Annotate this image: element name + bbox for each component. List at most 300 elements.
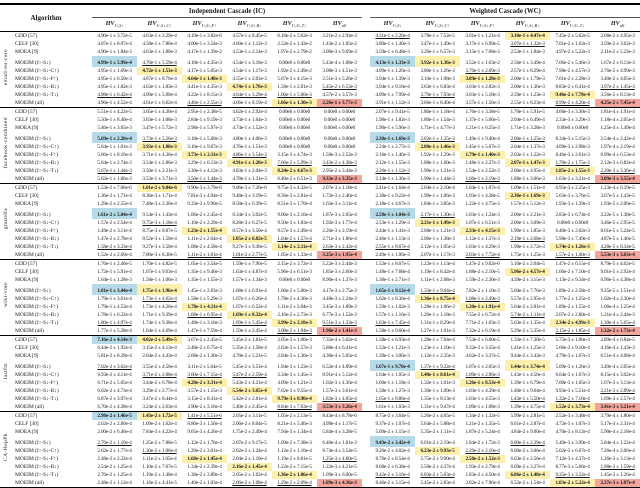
value-cell: 6.70e-2 ± 4.38e-4 [97,404,132,410]
value-cell: 1.47e-2 ± 2.78e-4 [97,236,132,242]
value-cell: 4.78e-2 ± 5.21e-5 [232,353,267,359]
value-cell: 7.81e-3 ± 4.94e-4 [187,193,222,199]
value-cell: 6.96e-5 ± 4.38e-4 [600,277,635,283]
algorithm-label: MOEIM (I↑-S↓-T↓) [15,92,59,98]
value-cell: 2.15e-2 ± 1.85e-4 [555,328,590,334]
value-cell: 6.40e-3 ± 2.02e-3 [555,228,590,234]
value-cell: 6.60e-2 ± 3.06e-4 [510,448,545,454]
value-cell: 1.75e-2 ± 2.49e-4 [232,429,267,435]
value-cell: 0.00e0 ± 0.00e0 [323,144,356,150]
value-cell: 1.54e-1 ± 2.52e-3 [465,168,500,174]
value-cell: 3.56e-2 ± 8.13e-4 [600,92,635,98]
value-cell: 1.76e-1 ± 3.38e-5 [460,108,505,117]
value-cell: 1.32e-2 ± 1.73e-4 [595,327,640,336]
value-cell: 3.93e-1 ± 1.88e-3 [137,143,182,151]
table-row [0,455,640,463]
value-cell: 3.16e-1 ± 9.67e-3 [187,144,222,150]
column-header-hv-wc-3: $HV_{I↑,S↓,B↓}$ [505,18,550,32]
value-cell: 8.36e-3 ± 1.71e-4 [142,193,177,199]
value-cell: 1.92e-3 ± 1.77e-4 [322,220,357,226]
value-cell: 1.44e-1 ± 3.74e-4 [505,360,550,371]
table-row [0,352,640,360]
value-cell: 3.45e-3 ± 1.89e-3 [322,304,357,310]
value-cell: 7.86e-3 ± 8.30e-5 [142,252,177,258]
value-cell: 2.21e-1 ± 1.49e-3 [415,219,460,227]
value-cell: 1.57e-2 ± 2.54e-4 [97,220,132,226]
group-gap [362,471,370,479]
value-cell: 1.66e-2 ± 5.00e-3 [277,288,312,294]
value-cell: 4.46e-1 ± 2.55e-3 [187,100,222,106]
value-cell: 8.61e-5 ± 5.24e-5 [600,228,635,234]
group-gap [362,67,370,75]
value-cell: 1.89e-3 ± 4.36e-3 [317,479,362,488]
value-cell: 1.34e-2 ± 1.32e-5 [460,412,505,421]
value-cell: 1.93e-3 ± 1.39e-3 [555,201,590,207]
value-cell: 1.90e-1 ± 5.96e-3 [375,125,410,131]
value-cell: 2.02e-2 ± 1.24e-4 [232,448,267,454]
algorithm-label: MOEIM (I↑-S↓) [15,364,51,370]
value-cell: 1.60e-1 ± 1.18e-3 [375,380,410,386]
value-cell: 1.88e-1 ± 1.60e-3 [420,160,455,166]
table-row [0,184,640,193]
value-cell: 1.18e-4 ± 2.05e-4 [600,117,635,123]
value-cell: 9.26e-2 ± 4.02e-4 [375,448,410,454]
value-cell: 7.62e-3 ± 9.55e-4 [277,388,312,394]
value-cell: 2.20e-3 ± 3.36e-4 [600,168,635,174]
value-cell: 4.28e-2 ± 3.31e-4 [182,379,227,387]
value-cell: 4.97e-2 ± 5.22e-3 [555,49,590,55]
algorithm-label: MOEA [9] [15,49,39,55]
value-cell: 1.03e-2 ± 5.22e-4 [550,479,595,488]
value-cell: 0.00e0 ± 0.00e0 [557,125,589,131]
value-cell: 5.99e-2 ± 2.81e-5 [505,412,550,421]
value-cell: 1.68e-1 ± 6.91e-4 [232,288,267,294]
value-cell: 2.59e-1 ± 1.23e-3 [510,92,545,98]
value-cell: 7.32e-2 ± 6.19e-4 [465,328,500,334]
value-cell: 3.71e-2 ± 2.08e-4 [142,372,177,378]
value-cell: 3.53e-1 ± 3.71e-3 [142,176,177,182]
value-cell: 6.64e-3 ± 1.67e-3 [555,372,590,378]
value-cell: 4.62e-1 ± 2.92e-4 [227,108,272,117]
algorithm-label: MOEIM (I↑-S↓-T↓) [15,168,59,174]
value-cell: 9.06e-3 ± 7.26e-6 [227,184,272,193]
value-cell: 4.73e-1 ± 1.64e-3 [232,117,267,123]
group-gap [362,235,370,243]
value-cell: 4.66e-3 ± 3.30e-3 [550,108,595,117]
value-cell: 7.45e-2 ± 5.62e-5 [550,32,595,41]
value-cell: 1.09e-1 ± 1.08e-3 [465,404,500,410]
value-cell: 3.73e-1 ± 2.11e-3 [182,151,227,159]
group-gap [362,167,370,175]
value-cell: 5.35e-2 ± 1.58e-4 [232,345,267,351]
value-cell: 3.59e-2 ± 3.62e-3 [600,41,635,47]
value-cell: 1.41e-1 ± 1.25e-3 [510,345,545,351]
value-cell: 8.83e-2 ± 6.41e-4 [555,84,590,90]
value-cell: 9.27e-3 ± 3.50e-4 [142,244,177,250]
value-cell: 9.57e-3 ± 2.49e-4 [277,228,312,234]
group-gap [362,379,370,387]
value-cell: 4.00e-1 ± 3.54e-3 [187,41,222,47]
algorithm-label: MOEA [9] [15,353,39,359]
value-cell: 4.69e-1 ± 5.90e-4 [142,92,177,98]
value-cell: 8.76e-2 ± 8.54e-4 [375,456,410,462]
value-cell: 2.26e-1 ± 1.12e-3 [375,168,410,174]
value-cell: 3.05e-3 ± 1.06e-3 [272,336,317,345]
table-row [0,260,640,269]
value-cell: 1.09e-1 ± 1.51e-4 [505,184,550,193]
value-cell: 2.58e-2 ± 1.52e-3 [460,455,505,463]
value-cell: 2.64e-2 ± 4.43e-4 [142,353,177,359]
value-cell: 3.41e-3 ± 3.21e-4 [595,403,640,412]
value-cell: 3.94e-1 ± 9.16e-4 [375,84,410,90]
algorithm-label: MOEIM (I↑-S↓-B↓) [15,388,59,394]
value-cell: 4.02e-2 ± 5.49e-5 [137,336,182,345]
value-cell: 9.46e-2 ± 7.78e-4 [550,91,595,99]
value-cell: 0.00e0 ± 0.00e0 [278,60,311,66]
value-cell: 3.47e-1 ± 5.72e-3 [142,125,177,131]
group-header-wc: Weighted Cascade (WC) [370,4,640,18]
value-cell: 3.29e-2 ± 2.77e-4 [142,388,177,394]
column-header-hv-ic-3: $HV_{I↑,S↓,B↓}$ [227,18,272,32]
value-cell: 2.33e-3 ± 3.29e-3 [555,117,590,123]
group-gap [362,251,370,260]
algorithm-label: MOEIM (I↑-S↓-F↑) [15,456,58,462]
value-cell: 9.32e-2 ± 3.35e-4 [465,345,500,351]
value-cell: 1.57e-1 ± 5.12e-3 [510,201,545,207]
group-gap [362,91,370,99]
group-gap [362,303,370,311]
value-cell: 6.87e-2 ± 3.97e-4 [97,396,132,402]
value-cell: 6.71e-2 ± 5.05e-4 [97,380,132,386]
table-row [0,276,640,284]
value-cell: 1.52e-1 ± 1.21e-3 [375,345,410,351]
value-cell: 7.84e-3 ± 4.22e-4 [142,429,177,435]
value-cell: 3.25e-3 ± 1.95e-4 [317,251,362,260]
value-cell: 6.86e-2 ± 1.48e-4 [505,471,550,479]
dataset-label: wiki-vote [0,260,12,336]
value-cell: 3.08e-2 ± 1.94e-3 [277,328,312,334]
value-cell: 1.47e-2 ± 6.15e-4 [550,260,595,269]
value-cell: 3.15e-1 ± 7.68e-3 [465,49,500,55]
value-cell: 3.60e-2 ± 7.15e-4 [187,372,222,378]
algorithm-label: CELF [30] [15,193,39,199]
value-cell: 4.99e-1 ± 5.99e-4 [92,56,137,67]
value-cell: 2.98e-1 ± 5.97e-3 [187,125,222,131]
value-cell: 1.26e-3 ± 3.13e-4 [600,456,635,462]
value-cell: 1.49e-1 ± 9.40e-4 [465,136,500,142]
value-cell: 1.64e-1 ± 1.05e-3 [375,372,410,378]
group-gap [362,420,370,428]
value-cell: 4.78e-1 ± 1.31e-3 [232,176,267,182]
value-cell: 1.28e-1 ± 1.06e-3 [420,304,455,310]
value-cell: 6.63e-2 ± 2.56e-4 [510,456,545,462]
algorithm-label: MOEIM (all) [15,176,44,182]
value-cell: 4.87e-5 ± 1.46e-5 [600,236,635,242]
value-cell: 6.52e-4 ± 4.89e-4 [322,364,357,370]
value-cell: 1.45e-1 ± 2.03e-3 [187,288,222,294]
value-cell: 2.55e-1 ± 8.23e-4 [510,100,545,106]
value-cell: 1.36e-1 ± 8.75e-4 [415,295,460,303]
value-cell: 6.52e-2 ± 1.54e-4 [510,480,545,486]
value-cell: 5.02e-3 ± 6.67e-4 [555,448,590,454]
algorithm-label: CELF [30] [15,117,39,123]
value-cell: 1.21e-1 ± 6.25e-3 [465,125,500,131]
table-row [0,235,640,243]
group-gap [362,116,370,124]
value-cell: 1.45e-1 ± 5.67e-3 [465,144,500,150]
value-cell: 1.61e-2 ± 5.04e-4 [92,208,137,219]
algorithm-label: MOEA [9] [15,125,39,131]
value-cell: 9.75e-3 ± 1.18e-4 [142,220,177,226]
group-gap [362,436,370,447]
algorithm-label: MOEIM (all) [15,252,44,258]
value-cell: 2.76e-2 ± 1.10e-4 [97,440,132,446]
value-cell: 4.58e-1 ± 7.86e-4 [142,41,177,47]
value-cell: 3.90e-2 ± 3.16e-4 [187,404,222,410]
value-cell: 2.53e-1 ± 1.29e-3 [375,220,410,226]
value-cell: 2.12e-1 ± 1.05e-3 [420,244,455,250]
value-cell: 5.54e-2 ± 3.65e-4 [227,387,272,395]
value-cell: 5.51e-1 ± 4.22e-5 [92,108,137,117]
value-cell: 8.57e-3 ± 3.50e-4 [232,228,267,234]
value-cell: 1.30e-1 ± 1.09e-3 [420,388,455,394]
value-cell: 3.34e-3 ± 1.45e-3 [277,372,312,378]
value-cell: 4.84e-2 ± 9.00e-4 [510,429,545,435]
value-cell: 2.06e-1 ± 2.21e-3 [510,212,545,218]
value-cell: 1.09e-1 ± 2.96e-3 [465,372,500,378]
value-cell: 1.03e-1 ± 4.55e-3 [465,396,500,402]
value-cell: 3.47e-1 ± 1.49e-3 [420,41,455,47]
column-header-hv-ic-2: $HV_{I↑,S↓,F↑}$ [182,18,227,32]
value-cell: 4.09e-3 ± 1.21e-3 [277,380,312,386]
value-cell: 4.62e-2 ± 3.37e-5 [465,353,500,359]
value-cell: 2.06e-1 ± 4.95e-4 [510,168,545,174]
value-cell: 1.03e-1 ± 4.39e-4 [465,388,500,394]
group-gap [362,143,370,151]
value-cell: 1.68e-1 ± 6.95e-4 [187,312,222,318]
value-cell: 1.63e-1 ± 7.45e-4 [375,320,410,326]
value-cell: 5.40e-3 ± 3.99e-4 [555,440,590,446]
value-cell: 0.00e0 ± 0.00e0 [317,108,362,117]
value-cell: 1.84e-2 ± 1.72e-3 [465,440,500,446]
value-cell: 2.22e-5 ± 1.38e-5 [600,212,635,218]
group-gap [362,132,370,143]
algorithm-label: MOEIM (I↑-S↓-B↓) [15,464,59,470]
value-cell: 7.98e-2 ± 4.57e-3 [555,68,590,74]
value-cell: 0.00e0 ± 0.00e0 [278,144,311,150]
value-cell: 2.06e-1 ± 3.09e-3 [510,220,545,226]
value-cell: 1.67e-1 ± 9.70e-4 [370,360,415,371]
value-cell: 1.57e-1 ± 1.16e-3 [375,312,410,318]
algorithm-label: MOEIM (I↑-S↓) [15,212,51,218]
value-cell: 0.00e0 ± 0.00e0 [278,117,311,123]
algorithm-label: MOEIM (I↑-S↓-F↑) [15,304,58,310]
value-cell: 4.64e-1 ± 3.29e-4 [232,92,267,98]
value-cell: 2.34e-2 ± 4.99e-3 [550,319,595,327]
value-cell: 2.62e-2 ± 2.80e-4 [97,421,132,427]
value-cell: 2.07e-2 ± 2.80e-4 [555,312,590,318]
value-cell: 5.43e-4 ± 1.08e-3 [322,60,357,66]
value-cell: 1.90e-1 ± 1.85e-3 [510,228,545,234]
group-gap [362,311,370,319]
group-gap [362,344,370,352]
value-cell: 7.66e-2 ± 5.99e-3 [277,160,312,166]
value-cell: 9.37e-2 ± 1.07e-4 [375,421,410,427]
table-row [0,56,640,67]
value-cell: 1.52e-2 ± 2.60e-4 [97,252,132,258]
value-cell: 3.67e-5 ± 1.43e-5 [600,193,635,199]
value-cell: 2.48e-2 ± 2.22e-4 [97,456,132,462]
value-cell: 1.12e-1 ± 1.37e-3 [465,236,500,242]
value-cell: 4.95e-1 ± 1.82e-3 [97,84,132,90]
value-cell: 8.75e-3 ± 8.07e-5 [142,228,177,234]
value-cell: 2.52e-2 ± 1.43e-2 [277,41,312,47]
value-cell: 9.90e-3 ± 3.79e-6 [182,184,227,193]
value-cell: 6.40e-2 ± 6.51e-3 [277,176,312,182]
value-cell: 1.02e-4 ± 2.30e-4 [600,296,635,302]
value-cell: 3.73e-1 ± 5.26e-3 [142,136,177,142]
value-cell: 1.97e-2 ± 2.79e-2 [277,49,312,55]
value-cell: 2.02e-2 ± 7.96e-4 [465,480,500,486]
value-cell: 1.75e-1 ± 1.96e-4 [137,284,182,295]
value-cell: 3.40e-2 ± 4.05e-3 [600,76,635,82]
value-cell: 1.85e-3 ± 2.60e-3 [322,269,357,275]
algorithm-label: MOEIM (I↑-S↓-T↓) [15,244,59,250]
value-cell: 4.60e-1 ± 1.12e-3 [232,41,267,47]
value-cell: 1.66e-1 ± 1.30e-3 [272,99,317,108]
value-cell: 1.33e-1 ± 9.64e-4 [420,288,455,294]
table-row [0,116,640,124]
value-cell: 0.00e0 ± 0.00e0 [278,136,311,142]
value-cell: 1.21e-2 ± 1.35e-5 [465,421,500,427]
algorithm-label: MOEIM (I↑-S↓) [15,60,51,66]
value-cell: 1.96e-1 ± 1.21e-3 [420,168,455,174]
algorithm-label: MOEIM (I↑-S↓-F↑) [15,152,58,158]
value-cell: 0.00e0 ± 0.00e0 [323,125,356,131]
table-row [0,311,640,319]
value-cell: 6.51e-4 ± 4.08e-4 [600,353,635,359]
value-cell: 5.45e-2 ± 3.51e-4 [232,364,267,370]
value-cell: 1.75e-1 ± 1.25e-3 [510,252,545,258]
value-cell: 8.77e-3 ± 5.66e-4 [555,464,590,470]
value-cell: 1.04e-1 ± 1.07e-4 [460,184,505,193]
value-cell: 7.01e-2 ± 1.62e-3 [555,41,590,47]
value-cell: 2.63e-3 ± 2.42e-4 [322,244,357,250]
table-row [0,167,640,175]
value-cell: 1.58e-2 ± 3.33e-4 [97,244,132,250]
value-cell: 7.02e-2 ± 3.62e-4 [97,364,132,370]
value-cell: 0.00e0 ± 0.00e0 [557,220,589,226]
value-cell: 1.72e-3 ± 2.46e-4 [322,193,357,199]
value-cell: 4.28e-5 ± 8.34e-5 [600,244,635,250]
value-cell: 1.11e-2 ± 1.81e-4 [187,252,222,258]
value-cell: 2.54e-2 ± 1.25e-4 [97,464,132,470]
table-row [0,208,640,219]
value-cell: 2.36e-1 ± 1.69e-3 [505,192,550,200]
value-cell: 1.90e-1 ± 1.44e-3 [420,176,455,182]
value-cell: 3.79e-1 ± 7.93e-4 [420,92,455,98]
value-cell: 3.53e-3 ± 3.26e-4 [317,403,362,412]
algorithm-label: GDD [57] [12,32,92,41]
group-gap [362,276,370,284]
value-cell: 5.67e-1 ± 1.44e-3 [97,168,132,174]
value-cell: 5.35e-2 ± 1.11e-3 [420,429,455,435]
table-row [0,175,640,184]
column-header-hv-wc-0: $HV_{I↑,S↓}$ [370,18,415,32]
value-cell: 1.29e-2 ± 2.55e-4 [97,201,132,207]
table-row [0,303,640,311]
value-cell: 5.96e-2 ± 4.57e-4 [505,268,550,276]
value-cell: 5.53e-3 ± 3.63e-4 [595,251,640,260]
value-cell: 2.00e-2 ± 6.46e-4 [97,429,132,435]
value-cell: 5.09e-2 ± 1.15e-3 [375,429,410,435]
value-cell: 4.95e-1 ± 6.50e-3 [97,76,132,82]
table-row [0,99,640,108]
value-cell: 2.33e-1 ± 4.15e-3 [460,227,505,235]
value-cell: 1.22e-1 ± 4.75e-3 [465,201,500,207]
algorithm-label: MOEIM (all) [15,404,44,410]
table-row [0,83,640,91]
value-cell: 1.12e-2 ± 1.10e-4 [277,448,312,454]
group-gap [362,159,370,167]
value-cell: 2.04e-1 ± 1.37e-3 [510,144,545,150]
value-cell: 3.24e-2 ± 2.63e-4 [142,404,177,410]
value-cell: 1.93e-2 ± 2.79e-4 [465,464,500,470]
value-cell: 4.63e-1 ± 1.83e-3 [142,84,177,90]
value-cell: 6.95e-3 ± 2.25e-3 [550,184,595,193]
value-cell: 2.71e-3 ± 1.86e-4 [322,236,357,242]
table-row [0,251,640,260]
value-cell: 2.48e-2 ± 1.12e-4 [97,480,132,486]
value-cell: 1.22e-1 ± 1.13e-4 [415,260,460,269]
value-cell: 0.00e0 ± 0.00e0 [323,136,356,142]
value-cell: 2.84e-1 ± 9.19e-3 [187,117,222,123]
algorithm-label: MOEIM (all) [15,100,44,106]
algorithm-label: CELF [30] [15,421,39,427]
value-cell: 1.71e-1 ± 3.28e-3 [510,125,545,131]
value-cell: 3.80e-1 ± 1.40e-3 [375,41,410,47]
value-cell: 2.76e-2 ± 4.99e-3 [600,68,635,74]
value-cell: 2.48e-2 ± 6.75e-4 [187,345,222,351]
value-cell: 9.44e-2 ± 3.43e-3 [510,353,545,359]
value-cell: 9.51e-3 ± 1.33e-3 [322,320,357,326]
dataset-label: CA-HepPh [0,412,12,488]
group-gap [362,219,370,227]
value-cell: 2.03e-1 ± 7.72e-4 [465,252,500,258]
column-header-hv-ic-4: $HV_{I↑,S↓,T↓}$ [272,18,317,32]
value-cell: 1.66e-2 ± 7.10e-4 [555,269,590,275]
value-cell: 1.39e-1 ± 4.75e-4 [510,404,545,410]
value-cell: 0.00e0 ± 0.00e0 [278,125,311,131]
value-cell: 1.16e-2 ± 4.41e-5 [142,480,177,486]
value-cell: 4.18e-1 ± 4.35e-3 [187,60,222,66]
table-row [0,428,640,436]
value-cell: 8.84e-3 ± 7.63e-4 [277,404,312,410]
value-cell: 1.88e-2 ± 2.10e-5 [465,269,500,275]
value-cell: 7.35e-4 ± 5.62e-4 [317,336,362,345]
table-row [0,403,640,412]
value-cell: 9.48e-3 ± 3.19e-5 [232,193,267,199]
value-cell: 5.09e-3 ± 1.26e-3 [555,364,590,370]
algorithm-label: GDD [57] [12,260,92,269]
value-cell: 7.06e-2 ± 5.46e-3 [555,60,590,66]
value-cell: 4.17e-1 ± 1.39e-2 [187,49,222,55]
table-row [0,471,640,479]
value-cell: 2.98e-2 ± 1.46e-5 [92,412,137,421]
value-cell: 1.43e-1 ± 4.56e-4 [510,372,545,378]
value-cell: 9.33e-3 ± 9.90e-5 [187,201,222,207]
value-cell: 1.67e-1 ± 9.63e-4 [142,269,177,275]
